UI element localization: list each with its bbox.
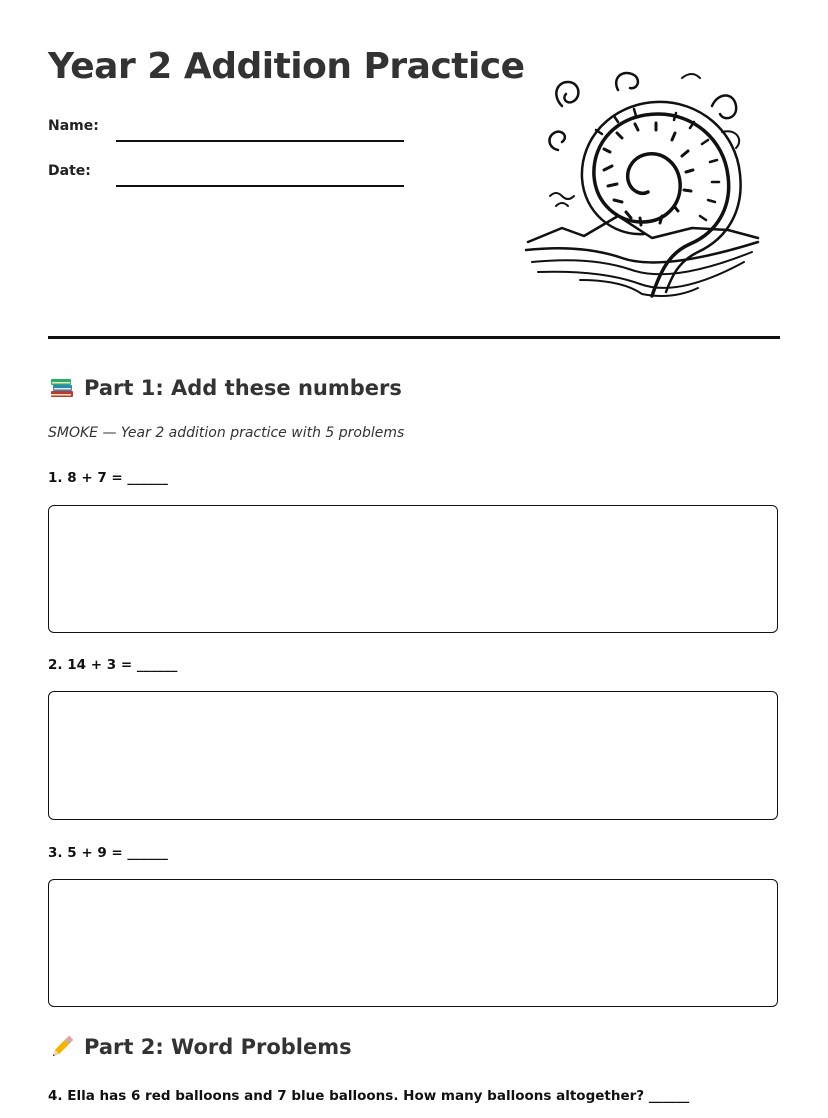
answer-box-1[interactable] xyxy=(48,505,778,633)
question-1: 1. 8 + 7 = ______ xyxy=(48,470,168,486)
name-label: Name: xyxy=(48,118,99,134)
answer-box-3[interactable] xyxy=(48,879,778,1007)
spiral-fern-koru-icon xyxy=(522,66,766,306)
date-label: Date: xyxy=(48,163,91,179)
question-3: 3. 5 + 9 = ______ xyxy=(48,845,168,861)
question-2: 2. 14 + 3 = ______ xyxy=(48,657,178,673)
books-icon xyxy=(48,374,76,402)
part2-heading-text: Part 2: Word Problems xyxy=(84,1035,352,1059)
header-divider xyxy=(48,336,780,339)
date-field-row xyxy=(48,163,404,179)
part2-heading xyxy=(48,1033,352,1061)
answer-box-2[interactable] xyxy=(48,691,778,820)
part1-heading-text: Part 1: Add these numbers xyxy=(84,376,402,400)
pencil-icon xyxy=(48,1033,76,1061)
question-4: 4. Ella has 6 red balloons and 7 blue balloons. How many balloons altogether? ______ xyxy=(48,1088,690,1104)
part1-heading xyxy=(48,374,402,402)
page-title: Year 2 Addition Practice xyxy=(48,46,525,87)
date-write-line[interactable] xyxy=(116,185,404,187)
name-field-row xyxy=(48,118,404,134)
name-write-line[interactable] xyxy=(116,140,404,142)
part1-subtitle: SMOKE — Year 2 addition practice with 5 problems xyxy=(48,425,405,441)
